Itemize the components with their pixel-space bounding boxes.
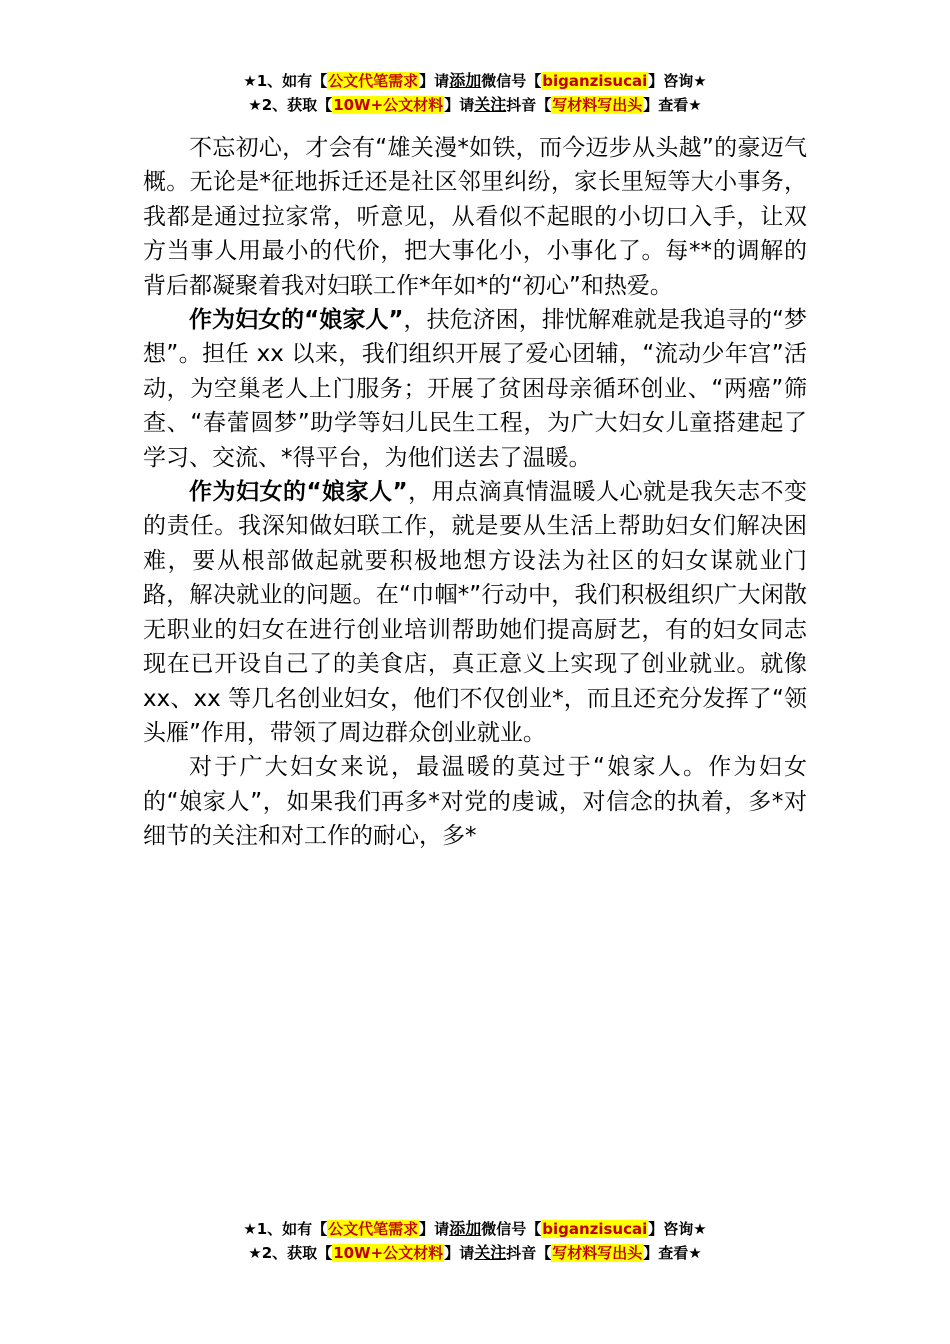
highlight-materials: 10W+公文材料 [333, 1244, 444, 1262]
footer-line-2: ★2、获取【10W+公文材料】请关注抖音【写材料写出头】查看★ [248, 1243, 702, 1262]
header-line-1: ★1、如有【公文代笔需求】请添加微信号【biganzisucai】咨询★ [243, 71, 707, 90]
highlight-douyin-account: 写材料写出头 [552, 96, 643, 114]
paragraph-3-lead: 作为妇女的“娘家人” [189, 479, 408, 506]
footer-banner [0, 1217, 950, 1265]
highlight-writing-service: 公文代笔需求 [328, 72, 419, 90]
header-line-2: ★2、获取【10W+公文材料】请关注抖音【写材料写出头】查看★ [248, 95, 702, 114]
document-body [143, 131, 807, 854]
paragraph-2-lead: 作为妇女的“娘家人” [189, 307, 404, 334]
paragraph-2: 作为妇女的“娘家人”，扶危济困，排忧解难就是我追寻的“梦想”。担任 xx 以来，我们组织开展了爱心团辅，“流动少年宫”活动，为空巢老人上门服务；开展了贫困母亲循环创业、“两癌”筛查、“春蕾圆梦”助学等妇儿民生工程，为广大妇女儿童搭建起了学习、交流、*得平台，为他们送去了温暖。 [143, 307, 807, 471]
header-banner [0, 69, 950, 117]
paragraph-4: 对于广大妇女来说，最温暖的莫过于“娘家人。作为妇女的“娘家人”，如果我们再多*对党的虔诚，对信念的执着，多*对细节的关注和对工作的耐心，多* [143, 754, 807, 850]
highlight-douyin-account: 写材料写出头 [552, 1244, 643, 1262]
highlight-wechat-id: biganzisucai [542, 1220, 648, 1238]
paragraph-1: 不忘初心，才会有“雄关漫*如铁，而今迈步从头越”的豪迈气概。无论是*征地拆迁还是社区邻里纠纷，家长里短等大小事务，我都是通过拉家常，听意见，从看似不起眼的小切口入手，让双方当事人用最小的代价，把大事化小，小事化了。每**的调解的背后都凝聚着我对妇联工作*年如*的“初心”和热爱。 [143, 135, 807, 299]
highlight-materials: 10W+公文材料 [333, 96, 444, 114]
footer-line-1: ★1、如有【公文代笔需求】请添加微信号【biganzisucai】咨询★ [243, 1219, 707, 1238]
highlight-writing-service: 公文代笔需求 [328, 1220, 419, 1238]
paragraph-3: 作为妇女的“娘家人”，用点滴真情温暖人心就是我矢志不变的责任。我深知做妇联工作，就是要从生活上帮助妇女们解决困难，要从根部做起就要积极地想方设法为社区的妇女谋就业门路，解决就业的问题。在“巾帼*”行动中，我们积极组织广大闲散无职业的妇女在进行创业培训帮助她们提高厨艺，有的妇女同志现在已开设自己了的美食店，真正意义上实现了创业就业。就像 xx、xx 等几名创业妇女，他们不仅创业*，而且还充分发挥了“领头雁”作用，带领了周边群众创业就业。 [143, 479, 808, 746]
highlight-wechat-id: biganzisucai [542, 72, 648, 90]
